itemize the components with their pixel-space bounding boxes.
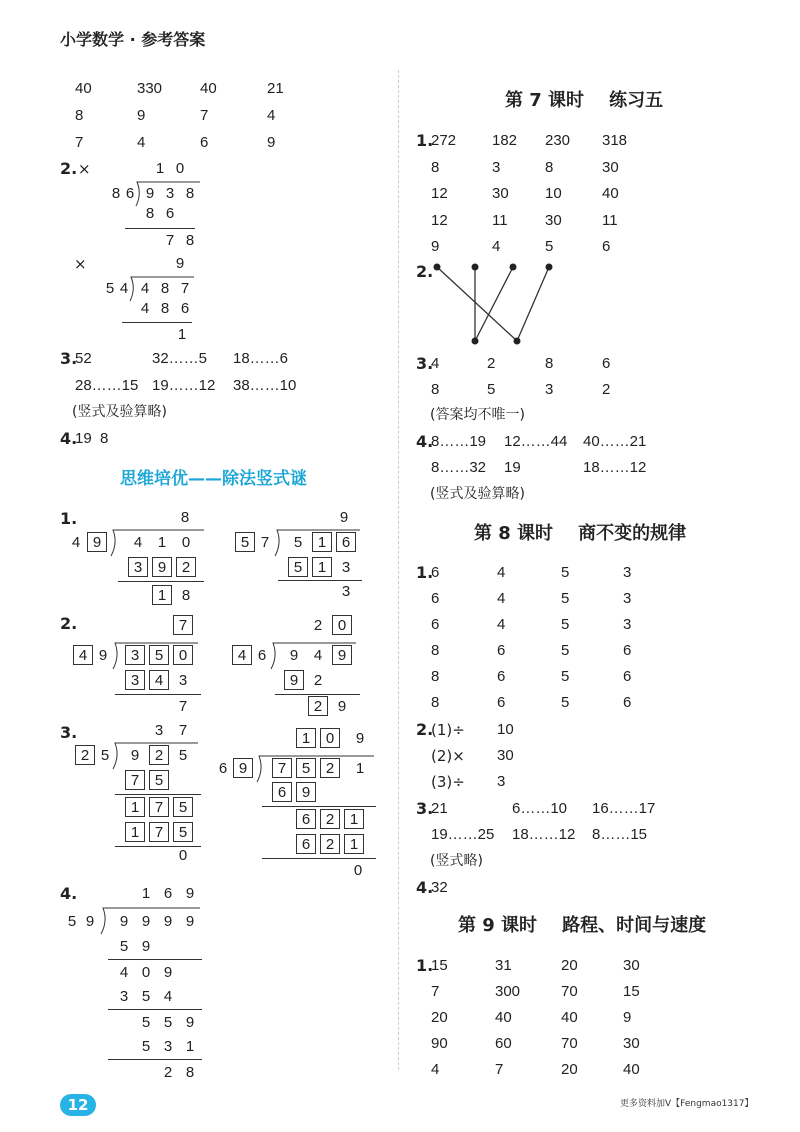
q3-note: (竖式及验算略) bbox=[72, 404, 167, 420]
answer-box: 4 bbox=[73, 645, 93, 665]
answer-cell: 19 bbox=[504, 459, 521, 476]
answer-box: 1 bbox=[296, 728, 316, 748]
answer-cell: 5 bbox=[487, 381, 496, 398]
answer-cell: 18……12 bbox=[583, 459, 647, 476]
division-line bbox=[262, 806, 376, 807]
digit: 9 bbox=[289, 646, 299, 664]
answer-cell: 8 bbox=[431, 668, 440, 685]
answer-cell: 90 bbox=[431, 1035, 448, 1052]
answer-cell: 9 bbox=[623, 1009, 632, 1026]
answer-box: 9 bbox=[284, 670, 304, 690]
answer-cell: 8……15 bbox=[592, 826, 648, 843]
answer-cell: 272 bbox=[431, 132, 457, 149]
digit: 3 bbox=[119, 987, 129, 1005]
answer-cell: 2 bbox=[487, 355, 496, 372]
q2-mark-2: × bbox=[74, 255, 87, 273]
digit: 6 bbox=[125, 184, 135, 202]
answer-cell: 4 bbox=[497, 564, 506, 581]
digit: 4 bbox=[119, 279, 129, 297]
answer-cell: 30 bbox=[545, 211, 562, 229]
answer-cell: 12 bbox=[431, 211, 448, 229]
answer-cell: 6 bbox=[623, 668, 632, 685]
answer-cell: 9 bbox=[431, 238, 440, 255]
digit: 5 bbox=[141, 1013, 151, 1031]
answer-box: 1 bbox=[125, 822, 145, 842]
digit: 9 bbox=[141, 937, 151, 955]
answer-box: 1 bbox=[125, 797, 145, 817]
answer-cell: 5 bbox=[561, 642, 570, 659]
answer-box: 7 bbox=[272, 758, 292, 778]
answer-cell: 330 bbox=[137, 80, 163, 97]
answer-cell: 6 bbox=[431, 590, 440, 607]
answer-box: 2 bbox=[75, 745, 95, 765]
answer-cell: 3 bbox=[623, 616, 632, 633]
answer-cell: 40 bbox=[495, 1009, 512, 1026]
answer-box: 3 bbox=[125, 670, 145, 690]
answer-cell: 10 bbox=[497, 721, 514, 738]
answer-box: 9 bbox=[152, 557, 172, 577]
digit: 5 bbox=[105, 279, 115, 297]
q4-answer: 19 8 bbox=[75, 430, 109, 447]
answer-box: 5 bbox=[235, 532, 255, 552]
answer-cell: 9 bbox=[267, 134, 276, 151]
answer-cell: 6 bbox=[431, 564, 440, 581]
answer-cell: 8 bbox=[545, 355, 554, 372]
digit: 9 bbox=[85, 912, 95, 930]
digit: 1 bbox=[141, 884, 151, 902]
answer-cell: 7 bbox=[75, 134, 84, 151]
answer-box: 2 bbox=[176, 557, 196, 577]
digit: 4 bbox=[140, 299, 150, 317]
digit: 8 bbox=[185, 231, 195, 249]
digit: 9 bbox=[163, 912, 173, 930]
digit: 9 bbox=[355, 729, 365, 747]
answer-cell: 4 bbox=[497, 616, 506, 633]
digit: 5 bbox=[293, 533, 303, 551]
answer-cell: 60 bbox=[495, 1035, 512, 1052]
division-line bbox=[115, 694, 201, 695]
answer-cell: 30 bbox=[492, 185, 509, 202]
answer-cell: 4 bbox=[492, 238, 501, 255]
l8-q1-label: 1. bbox=[416, 563, 434, 582]
lesson-8-title: 第 8 课时 商不变的规律 bbox=[474, 523, 687, 544]
answer-cell: 20 bbox=[561, 1061, 578, 1078]
digit: 6 bbox=[218, 759, 228, 777]
answer-box: 6 bbox=[336, 532, 356, 552]
division-line bbox=[122, 322, 192, 323]
digit: 7 bbox=[180, 279, 190, 297]
digit: 6 bbox=[180, 299, 190, 317]
answer-box: 2 bbox=[320, 809, 340, 829]
answer-cell: 6 bbox=[497, 694, 506, 711]
digit: 7 bbox=[260, 533, 270, 551]
digit: 3 bbox=[154, 721, 164, 739]
answer-cell: 6 bbox=[623, 694, 632, 711]
digit: 4 bbox=[133, 533, 143, 551]
answer-cell: 6 bbox=[497, 642, 506, 659]
p2-label: 2. bbox=[60, 614, 78, 633]
answer-cell: (1)÷ bbox=[431, 721, 465, 739]
answer-box: 4 bbox=[232, 645, 252, 665]
answer-cell: 12 bbox=[431, 185, 448, 202]
answer-cell: 8 bbox=[431, 694, 440, 711]
answer-cell: 3 bbox=[497, 773, 506, 790]
answer-cell: 40 bbox=[561, 1009, 578, 1026]
digit: 9 bbox=[185, 912, 195, 930]
answer-box: 1 bbox=[344, 834, 364, 854]
column-divider bbox=[398, 70, 399, 1070]
answer-box: 2 bbox=[149, 745, 169, 765]
answer-cell: 30 bbox=[623, 957, 640, 974]
puzzle-section-title: 思维培优——除法竖式谜 bbox=[120, 469, 307, 489]
l7-q4-label: 4. bbox=[416, 432, 434, 451]
answer-box: 0 bbox=[173, 645, 193, 665]
answer-cell: 8 bbox=[545, 158, 554, 176]
digit: 9 bbox=[98, 646, 108, 664]
answer-cell: 8 bbox=[431, 381, 440, 398]
digit: 9 bbox=[175, 254, 185, 272]
division-line bbox=[118, 581, 204, 582]
answer-cell: 4 bbox=[497, 590, 506, 607]
answer-cell: 30 bbox=[623, 1035, 640, 1052]
answer-cell: 230 bbox=[545, 132, 571, 149]
answer-cell: 21 bbox=[431, 800, 448, 817]
l7-q4-note: (竖式及验算略) bbox=[430, 486, 525, 502]
answer-cell: 8 bbox=[431, 158, 440, 176]
answer-box: 0 bbox=[320, 728, 340, 748]
answer-cell: 6 bbox=[200, 134, 209, 151]
answer-box: 7 bbox=[149, 797, 169, 817]
digit: 3 bbox=[163, 1037, 173, 1055]
digit: 7 bbox=[165, 231, 175, 249]
answer-box: 7 bbox=[149, 822, 169, 842]
answer-cell: (2)× bbox=[431, 747, 465, 765]
answer-cell: 318 bbox=[602, 132, 628, 149]
digit: 9 bbox=[145, 184, 155, 202]
digit: 5 bbox=[178, 746, 188, 764]
digit: 0 bbox=[178, 846, 188, 864]
division-line bbox=[125, 228, 195, 229]
answer-cell: 8 bbox=[75, 107, 84, 124]
l8-q2-label: 2. bbox=[416, 720, 434, 739]
answer-cell: 6……10 bbox=[512, 800, 568, 817]
answer-cell: 70 bbox=[561, 1035, 578, 1052]
digit: 3 bbox=[178, 671, 188, 689]
digit: 8 bbox=[181, 586, 191, 604]
digit: 9 bbox=[130, 746, 140, 764]
answer-cell: 4 bbox=[431, 355, 440, 372]
answer-cell: 70 bbox=[561, 983, 578, 1000]
answer-box: 9 bbox=[332, 645, 352, 665]
digit: 2 bbox=[163, 1063, 173, 1081]
p1-label: 1. bbox=[60, 509, 78, 528]
answer-cell: 40……21 bbox=[583, 433, 647, 450]
answer-cell: 40 bbox=[200, 80, 217, 97]
digit: 8 bbox=[111, 184, 121, 202]
answer-cell: 20 bbox=[431, 1009, 448, 1026]
l8-q3-label: 3. bbox=[416, 799, 434, 818]
digit: 9 bbox=[141, 912, 151, 930]
answer-box: 6 bbox=[296, 809, 316, 829]
answer-cell: 5 bbox=[561, 668, 570, 685]
digit: 1 bbox=[355, 759, 365, 777]
digit: 9 bbox=[339, 508, 349, 526]
digit: 5 bbox=[163, 1013, 173, 1031]
digit: 9 bbox=[185, 1013, 195, 1031]
division-line bbox=[108, 1059, 202, 1060]
digit: 2 bbox=[313, 671, 323, 689]
l9-q1-label: 1. bbox=[416, 956, 434, 975]
answer-box: 5 bbox=[173, 822, 193, 842]
answer-cell: 5 bbox=[561, 616, 570, 633]
answer-box: 9 bbox=[296, 782, 316, 802]
answer-cell: 30 bbox=[497, 747, 514, 764]
digit: 8 bbox=[185, 184, 195, 202]
answer-cell: 5 bbox=[561, 694, 570, 711]
digit: 0 bbox=[353, 861, 363, 879]
digit: 0 bbox=[181, 533, 191, 551]
digit: 9 bbox=[337, 697, 347, 715]
answer-cell: 19……12 bbox=[152, 377, 216, 394]
digit: 5 bbox=[119, 937, 129, 955]
digit: 8 bbox=[180, 508, 190, 526]
cropped-header bbox=[60, 30, 230, 54]
answer-cell: 4 bbox=[267, 107, 276, 124]
header-text: 小学数学 · 参考答案 bbox=[60, 30, 206, 49]
answer-cell: 15 bbox=[623, 983, 640, 1000]
digit: 9 bbox=[185, 884, 195, 902]
answer-box: 7 bbox=[173, 615, 193, 635]
answer-cell: 18……6 bbox=[233, 350, 289, 367]
answer-box: 1 bbox=[152, 585, 172, 605]
answer-box: 0 bbox=[332, 615, 352, 635]
answer-cell: 11 bbox=[492, 211, 508, 229]
answer-box: 1 bbox=[344, 809, 364, 829]
answer-cell: 16……17 bbox=[592, 800, 656, 817]
division-line bbox=[115, 794, 201, 795]
l8-q3-note: (竖式略) bbox=[430, 853, 483, 869]
answer-cell: 3 bbox=[623, 590, 632, 607]
digit: 3 bbox=[165, 184, 175, 202]
q3-label: 3. bbox=[60, 349, 78, 368]
l8-q4-label: 4. bbox=[416, 878, 434, 897]
answer-cell: 30 bbox=[602, 158, 619, 176]
answer-cell: 300 bbox=[495, 983, 521, 1000]
answer-cell: 15 bbox=[431, 957, 448, 974]
p4-label: 4. bbox=[60, 884, 78, 903]
answer-cell: 52 bbox=[75, 350, 92, 367]
digit: 6 bbox=[163, 884, 173, 902]
answer-box: 1 bbox=[312, 557, 332, 577]
watermark-text: 更多资料加V【Fengmao1317】 bbox=[620, 1099, 754, 1109]
answer-cell: 7 bbox=[431, 983, 440, 1000]
answer-cell: 6 bbox=[602, 238, 611, 255]
digit: 8 bbox=[145, 204, 155, 222]
answer-cell: 4 bbox=[431, 1061, 440, 1078]
answer-box: 2 bbox=[320, 758, 340, 778]
digit: 5 bbox=[141, 987, 151, 1005]
answer-cell: 6 bbox=[623, 642, 632, 659]
answer-cell: 7 bbox=[495, 1061, 504, 1078]
digit: 2 bbox=[313, 616, 323, 634]
answer-box: 3 bbox=[125, 645, 145, 665]
answer-cell: 182 bbox=[492, 132, 518, 149]
answer-cell: 2 bbox=[602, 381, 611, 398]
l7-q3-note: (答案均不唯一) bbox=[430, 407, 525, 423]
answer-cell: 7 bbox=[200, 107, 209, 124]
digit: 4 bbox=[163, 987, 173, 1005]
answer-box: 5 bbox=[288, 557, 308, 577]
division-line bbox=[108, 959, 202, 960]
answer-box: 7 bbox=[125, 770, 145, 790]
answer-cell: 12……44 bbox=[504, 433, 568, 450]
division-line bbox=[262, 858, 376, 859]
digit: 3 bbox=[341, 582, 351, 600]
answer-cell: 31 bbox=[495, 957, 512, 974]
answer-cell: 19……25 bbox=[431, 826, 495, 843]
p3-label: 3. bbox=[60, 723, 78, 742]
answer-cell: 28……15 bbox=[75, 377, 139, 394]
answer-cell: 5 bbox=[561, 590, 570, 607]
digit: 0 bbox=[175, 159, 185, 177]
answer-cell: 4 bbox=[137, 134, 146, 151]
answer-box: 1 bbox=[312, 532, 332, 552]
digit: 0 bbox=[141, 963, 151, 981]
digit: 5 bbox=[67, 912, 77, 930]
l8-q4-answer: 32 bbox=[431, 879, 448, 896]
digit: 4 bbox=[71, 533, 81, 551]
lesson-9-title: 第 9 课时 路程、时间与速度 bbox=[458, 915, 707, 936]
answer-box: 2 bbox=[320, 834, 340, 854]
answer-box: 5 bbox=[149, 770, 169, 790]
digit: 9 bbox=[163, 963, 173, 981]
answer-box: 9 bbox=[87, 532, 107, 552]
digit: 1 bbox=[155, 159, 165, 177]
answer-cell: 3 bbox=[492, 158, 501, 176]
matching-lines-diagram bbox=[425, 258, 565, 348]
answer-cell: 20 bbox=[561, 957, 578, 974]
digit: 3 bbox=[341, 558, 351, 576]
l7-q2-label: 2. bbox=[416, 262, 434, 281]
q4-label: 4. bbox=[60, 429, 78, 448]
answer-cell: 32……5 bbox=[152, 350, 208, 367]
digit: 4 bbox=[313, 646, 323, 664]
answer-box: 4 bbox=[149, 670, 169, 690]
answer-cell: 8……32 bbox=[431, 459, 487, 476]
answer-cell: 11 bbox=[602, 211, 618, 229]
answer-box: 9 bbox=[233, 758, 253, 778]
l7-q3-label: 3. bbox=[416, 354, 434, 373]
q2-mark-1: × bbox=[78, 160, 91, 178]
answer-box: 2 bbox=[308, 696, 328, 716]
answer-cell: 40 bbox=[75, 80, 92, 97]
answer-box: 3 bbox=[128, 557, 148, 577]
digit: 8 bbox=[160, 279, 170, 297]
digit: 6 bbox=[257, 646, 267, 664]
q2-label: 2. bbox=[60, 159, 78, 178]
page-number-badge: 12 bbox=[60, 1094, 96, 1116]
division-line bbox=[108, 1009, 202, 1010]
answer-cell: 3 bbox=[623, 564, 632, 581]
digit: 4 bbox=[140, 279, 150, 297]
digit: 7 bbox=[178, 721, 188, 739]
answer-cell: (3)÷ bbox=[431, 773, 465, 791]
digit: 5 bbox=[100, 746, 110, 764]
answer-cell: 3 bbox=[545, 381, 554, 398]
answer-cell: 6 bbox=[431, 616, 440, 633]
digit: 5 bbox=[141, 1037, 151, 1055]
answer-cell: 6 bbox=[602, 355, 611, 372]
division-line bbox=[275, 694, 360, 695]
answer-box: 5 bbox=[173, 797, 193, 817]
digit: 8 bbox=[160, 299, 170, 317]
answer-cell: 18……12 bbox=[512, 826, 576, 843]
answer-cell: 5 bbox=[545, 238, 554, 255]
digit: 6 bbox=[165, 204, 175, 222]
lesson-7-title: 第 7 课时 练习五 bbox=[505, 90, 664, 111]
answer-cell: 40 bbox=[623, 1061, 640, 1078]
digit: 1 bbox=[177, 325, 187, 343]
answer-box: 6 bbox=[272, 782, 292, 802]
digit: 4 bbox=[119, 963, 129, 981]
answer-cell: 8 bbox=[431, 642, 440, 659]
digit: 7 bbox=[178, 697, 188, 715]
answer-cell: 5 bbox=[561, 564, 570, 581]
answer-cell: 38……10 bbox=[233, 377, 297, 394]
answer-cell: 8……19 bbox=[431, 433, 487, 450]
digit: 9 bbox=[119, 912, 129, 930]
answer-cell: 9 bbox=[137, 107, 146, 124]
answer-box: 5 bbox=[296, 758, 316, 778]
digit: 8 bbox=[185, 1063, 195, 1081]
answer-box: 6 bbox=[296, 834, 316, 854]
answer-box: 5 bbox=[149, 645, 169, 665]
answer-cell: 40 bbox=[602, 185, 619, 202]
answer-cell: 6 bbox=[497, 668, 506, 685]
digit: 1 bbox=[157, 533, 167, 551]
l7-q1-label: 1. bbox=[416, 131, 434, 150]
digit: 1 bbox=[185, 1037, 195, 1055]
answer-cell: 21 bbox=[267, 80, 284, 97]
answer-cell: 10 bbox=[545, 185, 562, 202]
